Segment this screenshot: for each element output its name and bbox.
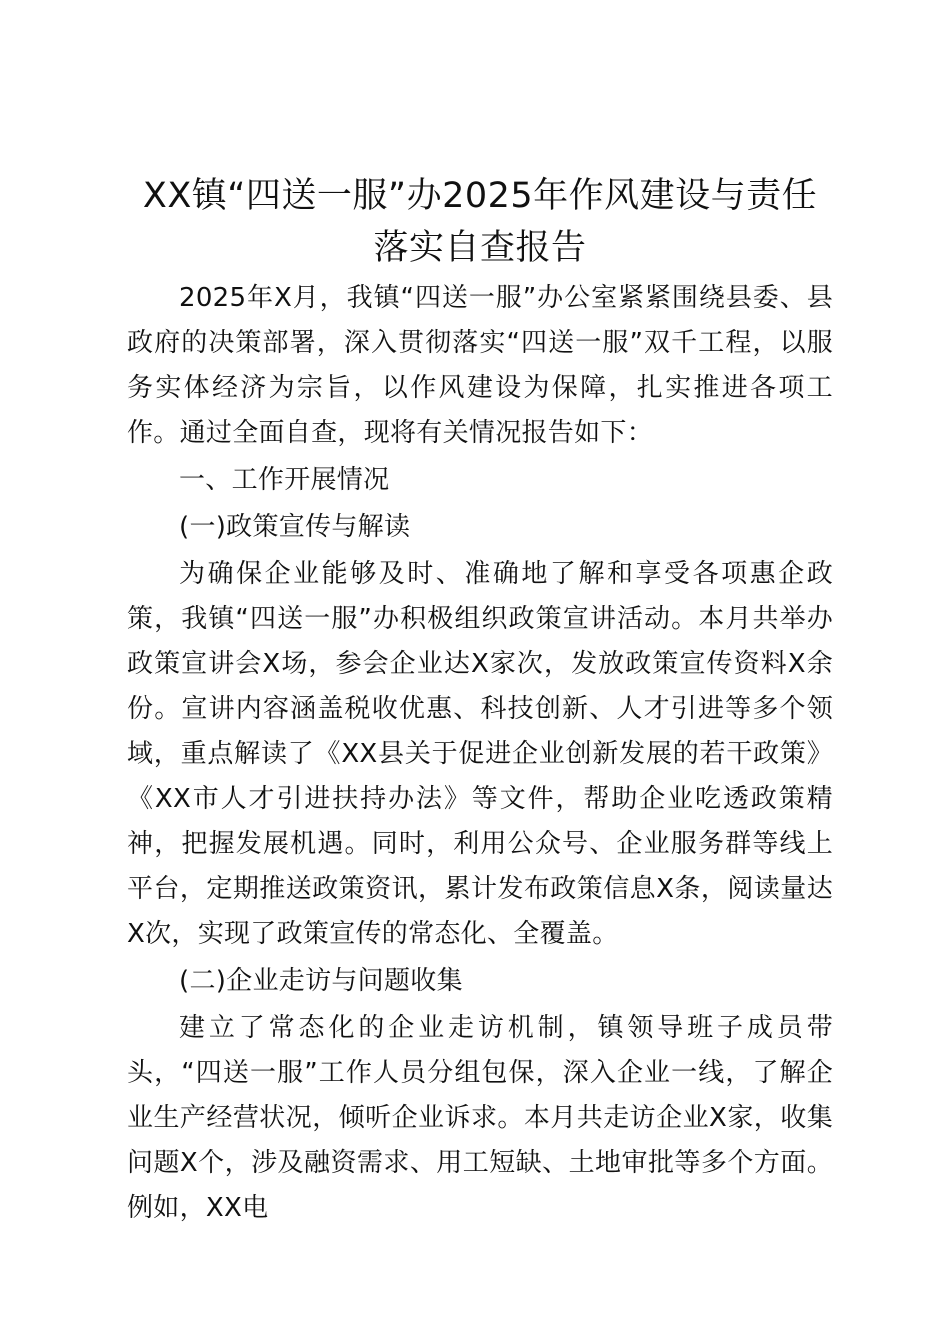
document-page xyxy=(127,170,833,1231)
subsection-1-heading: (一)政策宣传与解读 xyxy=(179,512,411,542)
subsection-2-body: 建立了常态化的企业走访机制，镇领导班子成员带头，“四送一服”工作人员分组包保，深入企业一线，了解企业生产经营状况，倾听企业诉求。本月共走访企业X家，收集问题X个，涉及融资需求、用工短缺、土地审批等多个方面。例如，XX电 xyxy=(127,1013,833,1223)
subsection-1-body: 为确保企业能够及时、准确地了解和享受各项惠企政策，我镇“四送一服”办积极组织政策宣讲活动。本月共举办政策宣讲会X场，参会企业达X家次，发放政策宣传资料X余份。宣讲内容涵盖税收优惠、科技创新、人才引进等多个领域，重点解读了《XX县关于促进企业创新发展的若干政策》《XX市人才引进扶持办法》等文件，帮助企业吃透政策精神，把握发展机遇。同时，利用公众号、企业服务群等线上平台，定期推送政策资讯，累计发布政策信息X条，阅读量达X次，实现了政策宣传的常态化、全覆盖。 xyxy=(127,559,833,949)
subsection-2-heading: (二)企业走访与问题收集 xyxy=(179,966,463,996)
document-title xyxy=(127,170,833,274)
section-1-heading: 一、工作开展情况 xyxy=(179,465,390,495)
title-line-1: XX镇“四送一服”办2025年作风建设与责任 xyxy=(142,176,818,216)
title-line-2: 落实自查报告 xyxy=(373,228,587,268)
intro-paragraph: 2025年X月，我镇“四送一服”办公室紧紧围绕县委、县政府的决策部署，深入贯彻落实“四送一服”双千工程，以服务实体经济为宗旨，以作风建设为保障，扎实推进各项工作。通过全面自查，现将有关情况报告如下： xyxy=(127,283,833,448)
